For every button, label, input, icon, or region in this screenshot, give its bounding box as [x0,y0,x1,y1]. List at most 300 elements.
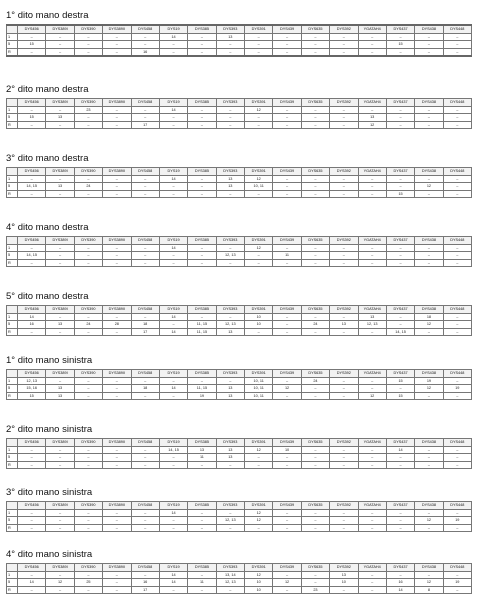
table-cell: – [330,509,358,517]
column-header [7,306,18,314]
table-cell: – [273,244,301,252]
table-cell: – [330,48,358,56]
table-cell: – [301,175,329,183]
column-header: DYS458 [131,237,159,245]
row-label: 5 [7,183,18,191]
row-label: 5 [7,252,18,260]
table-cell: – [330,385,358,393]
table-cell: – [415,121,443,129]
column-header: DYS456 [18,439,46,447]
table-cell: 10 [245,313,273,321]
column-header: DYS392 [330,564,358,572]
table-row [7,106,472,114]
table-cell: – [159,586,187,594]
table-cell: – [103,328,131,336]
section-title: 1° dito mano sinistra [6,355,93,366]
column-header: DYS385 [188,168,216,176]
column-header: DYS389I [46,99,74,107]
table-cell: 15 [18,114,46,122]
column-header: DYS438 [415,502,443,510]
table-row [7,509,472,517]
table-cell: – [358,106,386,114]
table-cell: – [330,313,358,321]
table-cell: – [188,517,216,525]
column-header: DYS385 [188,99,216,107]
table-cell: 12 [245,509,273,517]
table-cell: – [330,244,358,252]
table-cell: – [301,524,329,532]
table-cell: – [273,259,301,267]
row-label: 5 [7,579,18,587]
table-cell: 14 [159,313,187,321]
table-cell: 14 [18,579,46,587]
table-cell: 14 [159,579,187,587]
table-cell: 23 [74,106,102,114]
column-header: DYS437 [386,370,414,378]
table-cell: – [273,313,301,321]
column-header: DYS438 [415,168,443,176]
column-header: DYS19 [159,502,187,510]
table-cell: – [103,377,131,385]
table-cell: – [330,446,358,454]
table-cell: – [245,454,273,462]
header-row [7,502,472,510]
table-cell: – [103,392,131,400]
table-cell: – [273,586,301,594]
table-cell: 13 [330,571,358,579]
table-cell: – [386,321,414,329]
column-header: DYS456 [18,370,46,378]
table-cell: 11, 15 [188,321,216,329]
column-header: YGATAH4 [358,168,386,176]
header-row [7,99,472,107]
table-cell: – [46,524,74,532]
table-cell: – [443,252,471,260]
table-cell: – [18,509,46,517]
table-cell: – [301,571,329,579]
table-cell: 15, 16 [18,385,46,393]
table-cell: 18 [131,385,159,393]
column-header: DYS389II [103,99,131,107]
table-cell: – [301,114,329,122]
row-label: 5 [7,114,18,122]
table-cell: – [103,385,131,393]
column-header: DYS389II [103,306,131,314]
table-row [7,571,472,579]
table-cell: – [131,244,159,252]
table-cell: 19 [443,385,471,393]
column-header: DYS458 [131,99,159,107]
table-cell: 13 [216,328,244,336]
table-cell: – [74,313,102,321]
table-cell: – [74,252,102,260]
column-header [7,25,18,33]
table-cell: 18 [131,321,159,329]
str-table [6,305,472,336]
table-cell: – [273,114,301,122]
row-label: R [7,586,18,594]
column-header: DYS448 [443,99,471,107]
table-cell: – [216,509,244,517]
table-cell: – [386,121,414,129]
table-cell: 12 [415,579,443,587]
table-cell: 16 [386,579,414,587]
table-cell: – [74,190,102,198]
table-cell: – [46,41,74,49]
table-cell: – [358,579,386,587]
table-cell: 11 [188,454,216,462]
column-header: YGATAH4 [358,564,386,572]
table-cell: – [74,571,102,579]
table-cell: – [301,183,329,191]
table-cell: – [18,244,46,252]
table-cell: – [216,41,244,49]
table-cell: – [103,509,131,517]
column-header: DYS393 [216,25,244,33]
table-cell: 15 [386,190,414,198]
table-cell: – [18,259,46,267]
table-cell: – [443,461,471,469]
table-cell: – [386,571,414,579]
column-header: DYS389II [103,168,131,176]
table-cell: – [103,106,131,114]
table-cell: – [358,190,386,198]
column-header: DYS19 [159,99,187,107]
column-header: YGATAH4 [358,502,386,510]
table-row [7,461,472,469]
table-cell: – [188,121,216,129]
table-cell: 12 [245,571,273,579]
table-cell: 13 [46,183,74,191]
table-cell: – [358,571,386,579]
table-cell: – [188,183,216,191]
table-cell: – [330,454,358,462]
column-header: DYS19 [159,564,187,572]
table-cell: – [74,41,102,49]
table-row [7,48,472,56]
table-cell: 17 [131,586,159,594]
column-header: DYS392 [330,502,358,510]
table-cell: – [443,175,471,183]
table-cell: – [216,586,244,594]
table-cell: 17 [131,121,159,129]
column-header [7,370,18,378]
column-header: DYS391 [245,25,273,33]
table-cell: – [18,175,46,183]
table-cell: – [18,461,46,469]
column-header: DYS458 [131,306,159,314]
column-header: DYS448 [443,564,471,572]
table-cell: – [301,392,329,400]
table-cell: – [103,524,131,532]
table-cell: 14, 15 [18,252,46,260]
table-cell: – [216,106,244,114]
table-cell: – [74,461,102,469]
table-cell: – [131,571,159,579]
table-cell: 13 [216,33,244,41]
table-cell: – [386,385,414,393]
table-cell: 12 [245,106,273,114]
table-cell: – [273,48,301,56]
table-cell: 10 [273,446,301,454]
table-cell: 14 [159,571,187,579]
table-cell: 10 [330,579,358,587]
table-row [7,33,472,41]
table-row [7,259,472,267]
column-header: DYS385 [188,237,216,245]
header-row [7,370,472,378]
table-cell: – [216,114,244,122]
table-cell: – [358,509,386,517]
table-cell: – [386,313,414,321]
row-label: R [7,259,18,267]
table-cell: – [74,33,102,41]
table-cell: – [330,252,358,260]
table-cell: – [188,41,216,49]
header-row [7,564,472,572]
column-header: DYS389I [46,237,74,245]
str-table [6,438,472,469]
table-cell: – [188,377,216,385]
table-cell: – [386,454,414,462]
table-cell: – [443,259,471,267]
table-cell: – [386,183,414,191]
table-cell: 24 [301,377,329,385]
table-cell: – [443,41,471,49]
table-cell: – [301,454,329,462]
table-cell: 19 [415,377,443,385]
column-header: DYS439 [273,306,301,314]
table-row [7,321,472,329]
table-cell: – [103,586,131,594]
table-cell: – [131,454,159,462]
column-header: DYS438 [415,237,443,245]
column-header: DYS393 [216,237,244,245]
column-header: DYS635 [301,370,329,378]
table-cell: – [443,321,471,329]
column-header: DYS392 [330,237,358,245]
table-cell: – [131,313,159,321]
table-cell: 12 [245,244,273,252]
table-row [7,252,472,260]
column-header: DYS390 [74,237,102,245]
column-header: DYS389I [46,370,74,378]
table-cell: – [159,524,187,532]
table-cell: 13 [46,114,74,122]
table-row [7,41,472,49]
table-cell: – [103,259,131,267]
column-header: YGATAH4 [358,25,386,33]
table-cell: 23 [301,586,329,594]
table-cell: – [188,586,216,594]
table-cell: – [131,175,159,183]
column-header: DYS456 [18,502,46,510]
table-cell: – [273,106,301,114]
table-cell: – [74,385,102,393]
column-header: DYS456 [18,168,46,176]
table-cell: 12 [273,579,301,587]
table-row [7,183,472,191]
column-header: DYS389I [46,439,74,447]
table-cell: 13 [216,454,244,462]
table-cell: – [188,259,216,267]
table-cell: – [188,244,216,252]
table-cell: – [188,313,216,321]
table-cell: – [159,321,187,329]
table-cell: – [103,252,131,260]
column-header: YGATAH4 [358,439,386,447]
column-header: YGATAH4 [358,306,386,314]
table-cell: – [159,190,187,198]
column-header: DYS19 [159,25,187,33]
table-row [7,524,472,532]
table-cell: – [273,33,301,41]
table-cell: – [386,114,414,122]
table-cell: 12 [245,446,273,454]
table-cell: – [301,328,329,336]
column-header: DYS393 [216,168,244,176]
row-label: R [7,328,18,336]
column-header [7,439,18,447]
table-cell: – [301,106,329,114]
column-header: DYS385 [188,439,216,447]
table-cell: – [46,446,74,454]
column-header: DYS389I [46,564,74,572]
column-header: DYS635 [301,502,329,510]
table-cell: 10 [245,579,273,587]
section-title: 2° dito mano sinistra [6,424,93,435]
table-cell: – [74,524,102,532]
table-cell: – [74,244,102,252]
table-cell: – [188,524,216,532]
table-cell: – [216,121,244,129]
table-cell: – [415,33,443,41]
table-cell: – [330,183,358,191]
table-cell: 13 [330,321,358,329]
column-header: DYS391 [245,306,273,314]
column-header: DYS439 [273,439,301,447]
table-cell: – [46,48,74,56]
column-header: DYS392 [330,25,358,33]
table-cell: – [46,106,74,114]
column-header: DYS448 [443,439,471,447]
column-header: DYS392 [330,306,358,314]
table-cell: – [358,385,386,393]
table-cell: – [330,517,358,525]
column-header: DYS389II [103,25,131,33]
table-cell: – [216,313,244,321]
table-cell: – [443,446,471,454]
table-cell: – [18,190,46,198]
table-cell: – [358,183,386,191]
column-header [7,99,18,107]
table-cell: – [301,121,329,129]
column-header: DYS448 [443,370,471,378]
table-cell: – [103,244,131,252]
row-label: R [7,524,18,532]
table-cell: 24 [301,321,329,329]
table-cell: 12 [415,385,443,393]
table-cell: – [358,454,386,462]
table-cell: – [46,509,74,517]
row-label: 5 [7,321,18,329]
table-cell: – [188,252,216,260]
table-cell: – [415,259,443,267]
column-header: DYS389II [103,237,131,245]
table-cell: – [188,175,216,183]
table-cell: 12 [415,321,443,329]
str-table [6,563,472,594]
table-cell: – [330,461,358,469]
table-cell: – [103,41,131,49]
table-cell: 13 [358,114,386,122]
table-cell: – [159,41,187,49]
table-cell: – [386,175,414,183]
table-cell: – [131,41,159,49]
table-row [7,385,472,393]
table-cell: – [386,244,414,252]
row-label: R [7,48,18,56]
table-cell: – [159,252,187,260]
table-cell: – [358,175,386,183]
table-cell: 16 [131,579,159,587]
table-row [7,377,472,385]
column-header: DYS439 [273,99,301,107]
column-header: DYS437 [386,25,414,33]
table-cell: – [443,392,471,400]
column-header: DYS393 [216,99,244,107]
table-cell: – [159,48,187,56]
row-label: R [7,392,18,400]
table-cell: – [159,121,187,129]
column-header: DYS448 [443,25,471,33]
table-cell: – [330,121,358,129]
column-header: DYS389I [46,306,74,314]
table-cell: – [74,328,102,336]
section-title: 2° dito mano destra [6,84,89,95]
table-cell: 14 [159,106,187,114]
table-cell: – [358,461,386,469]
column-header: DYS448 [443,502,471,510]
table-cell: 15 [386,41,414,49]
table-cell: 24 [74,183,102,191]
table-cell: 8 [415,586,443,594]
table-cell: – [245,190,273,198]
table-cell: – [273,121,301,129]
column-header: DYS19 [159,370,187,378]
column-header: DYS385 [188,370,216,378]
column-header: DYS389I [46,168,74,176]
table-cell: 13 [216,446,244,454]
section-title: 1° dito mano destra [6,10,89,21]
table-cell: – [46,328,74,336]
table-cell: – [103,461,131,469]
column-header: DYS439 [273,237,301,245]
table-cell: – [103,571,131,579]
table-cell: – [159,183,187,191]
table-cell: – [330,33,358,41]
column-header: DYS385 [188,502,216,510]
table-cell: – [415,114,443,122]
row-label: R [7,461,18,469]
table-cell: – [330,190,358,198]
table-row [7,454,472,462]
table-cell: – [301,244,329,252]
table-cell: – [131,252,159,260]
table-cell: 15 [386,392,414,400]
column-header: DYS635 [301,564,329,572]
table-cell: 12 [358,392,386,400]
